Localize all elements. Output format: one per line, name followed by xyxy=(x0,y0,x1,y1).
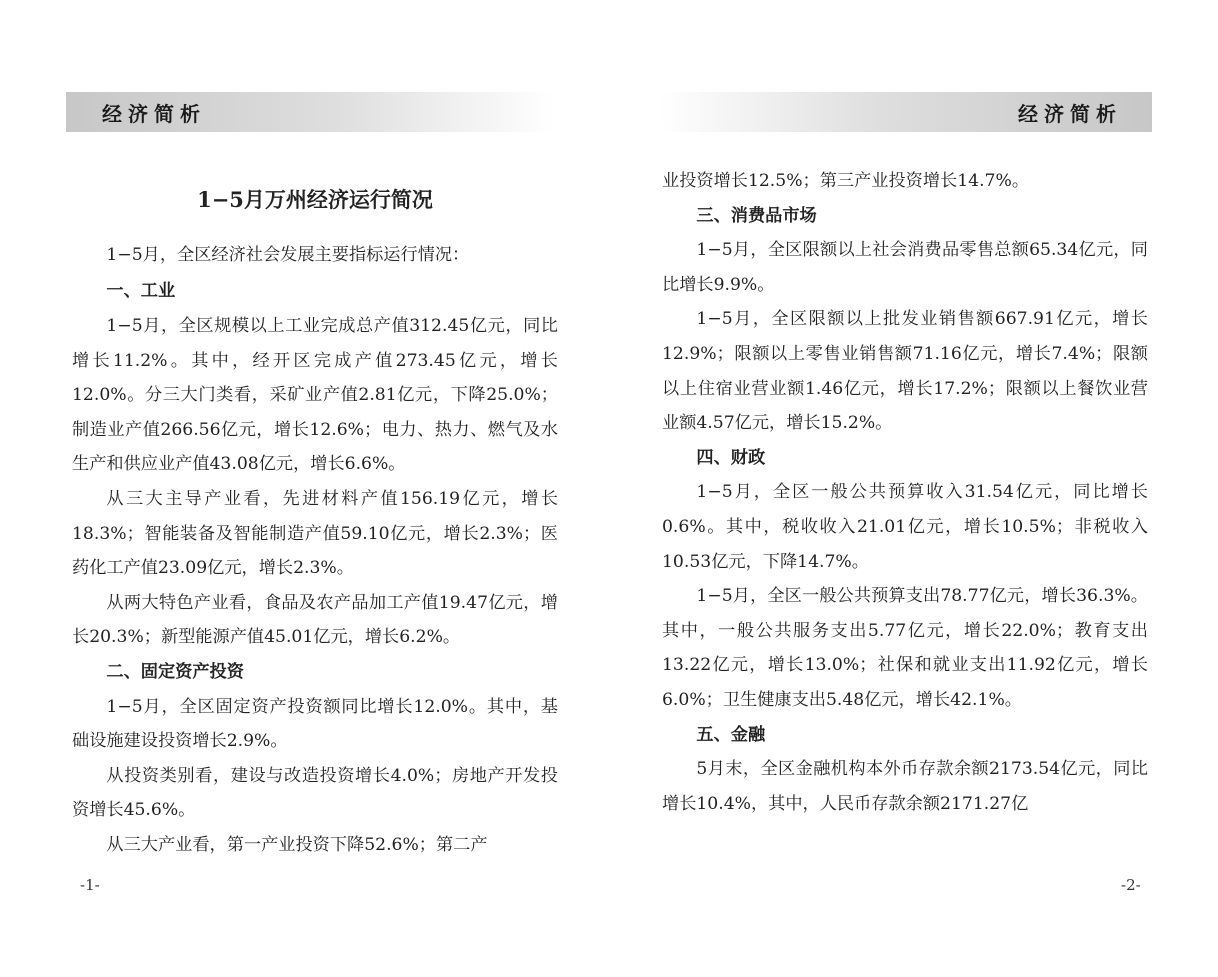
section-heading-finance: 四、财政 xyxy=(696,447,766,468)
banking-paragraph-1: 5月末，全区金融机构本外币存款余额2173.54亿元，同比增长10.4%，其中，人民币存款余额2171.27亿 xyxy=(662,759,1148,814)
investment-continued: 业投资增长12.5%；第三产业投资增长14.7%。 xyxy=(662,171,1030,191)
left-header-label: 经济简析 xyxy=(102,101,206,126)
left-heading-wrapper xyxy=(72,274,558,309)
left-page-header xyxy=(66,92,554,132)
page-number-left: -1- xyxy=(80,876,100,894)
section-heading-investment: 二、固定资产投资 xyxy=(106,661,244,682)
right-page-body xyxy=(662,164,1148,821)
investment-paragraph-1: 1−5月，全区固定资产投资额同比增长12.0%。其中，基础设施建设投资增长2.9%。 xyxy=(72,696,558,752)
industry-paragraph-2: 从三大主导产业看，先进材料产值156.19亿元，增长18.3%；智能装备及智能制造产值59.10亿元，增长2.3%；医药化工产值23.09亿元，增长2.3%。 xyxy=(72,488,558,579)
investment-paragraph-3: 从三大产业看，第一产业投资下降52.6%；第二产 xyxy=(106,834,488,855)
intro-paragraph: 1−5月，全区经济社会发展主要指标运行情况： xyxy=(106,245,470,265)
finance-paragraph-2: 1−5月，全区一般公共预算支出78.77亿元，增长36.3%。其中，一般公共服务支出5.77亿元，增长22.0%；教育支出13.22亿元，增长13.0%；社保和就业支出11.92亿元，增长6.0%；卫生健康支出5.48亿元，增长42.1%。 xyxy=(662,586,1148,710)
section-heading-consumer: 三、消费品市场 xyxy=(696,205,817,226)
document-title: 1−5月万州经济运行简况 xyxy=(197,187,433,212)
section-heading-industry: 一、工业 xyxy=(106,281,176,301)
right-header-label: 经济简析 xyxy=(1018,101,1122,126)
industry-paragraph-3: 从两大特色产业看，食品及农产品加工产值19.47亿元，增长20.3%；新型能源产值45.01亿元，增长6.2%。 xyxy=(72,592,558,648)
investment-paragraph-2: 从投资类别看，建设与改造投资增长4.0%；房地产开发投资增长45.6%。 xyxy=(72,765,558,821)
left-page-body xyxy=(72,309,558,863)
finance-paragraph-1: 1−5月，全区一般公共预算收入31.54亿元，同比增长0.6%。其中，税收收入21.01亿元，增长10.5%；非税收入10.53亿元，下降14.7%。 xyxy=(662,482,1148,572)
section-heading-banking: 五、金融 xyxy=(696,724,766,745)
industry-paragraph-1: 1−5月，全区规模以上工业完成总产值312.45亿元，同比增长11.2%。其中，经开区完成产值273.45亿元，增长12.0%。分三大门类看，采矿业产值2.81亿元，下降25.0%；制造业产值266.56亿元，增长12.6%；电力、热力、燃气及水生产和供应业产值43.08亿元，增长6.6%。 xyxy=(72,316,558,475)
consumer-paragraph-2: 1−5月，全区限额以上批发业销售额667.91亿元，增长12.9%；限额以上零售业销售额71.16亿元，增长7.4%；限额以上住宿业营业额1.46亿元，增长17.2%；限额以上餐饮业营业额4.57亿元，增长15.2%。 xyxy=(662,309,1148,434)
consumer-paragraph-1: 1−5月，全区限额以上社会消费品零售总额65.34亿元，同比增长9.9%。 xyxy=(662,240,1148,295)
right-page-header xyxy=(660,92,1152,132)
page-number-right: -2- xyxy=(1121,876,1141,894)
